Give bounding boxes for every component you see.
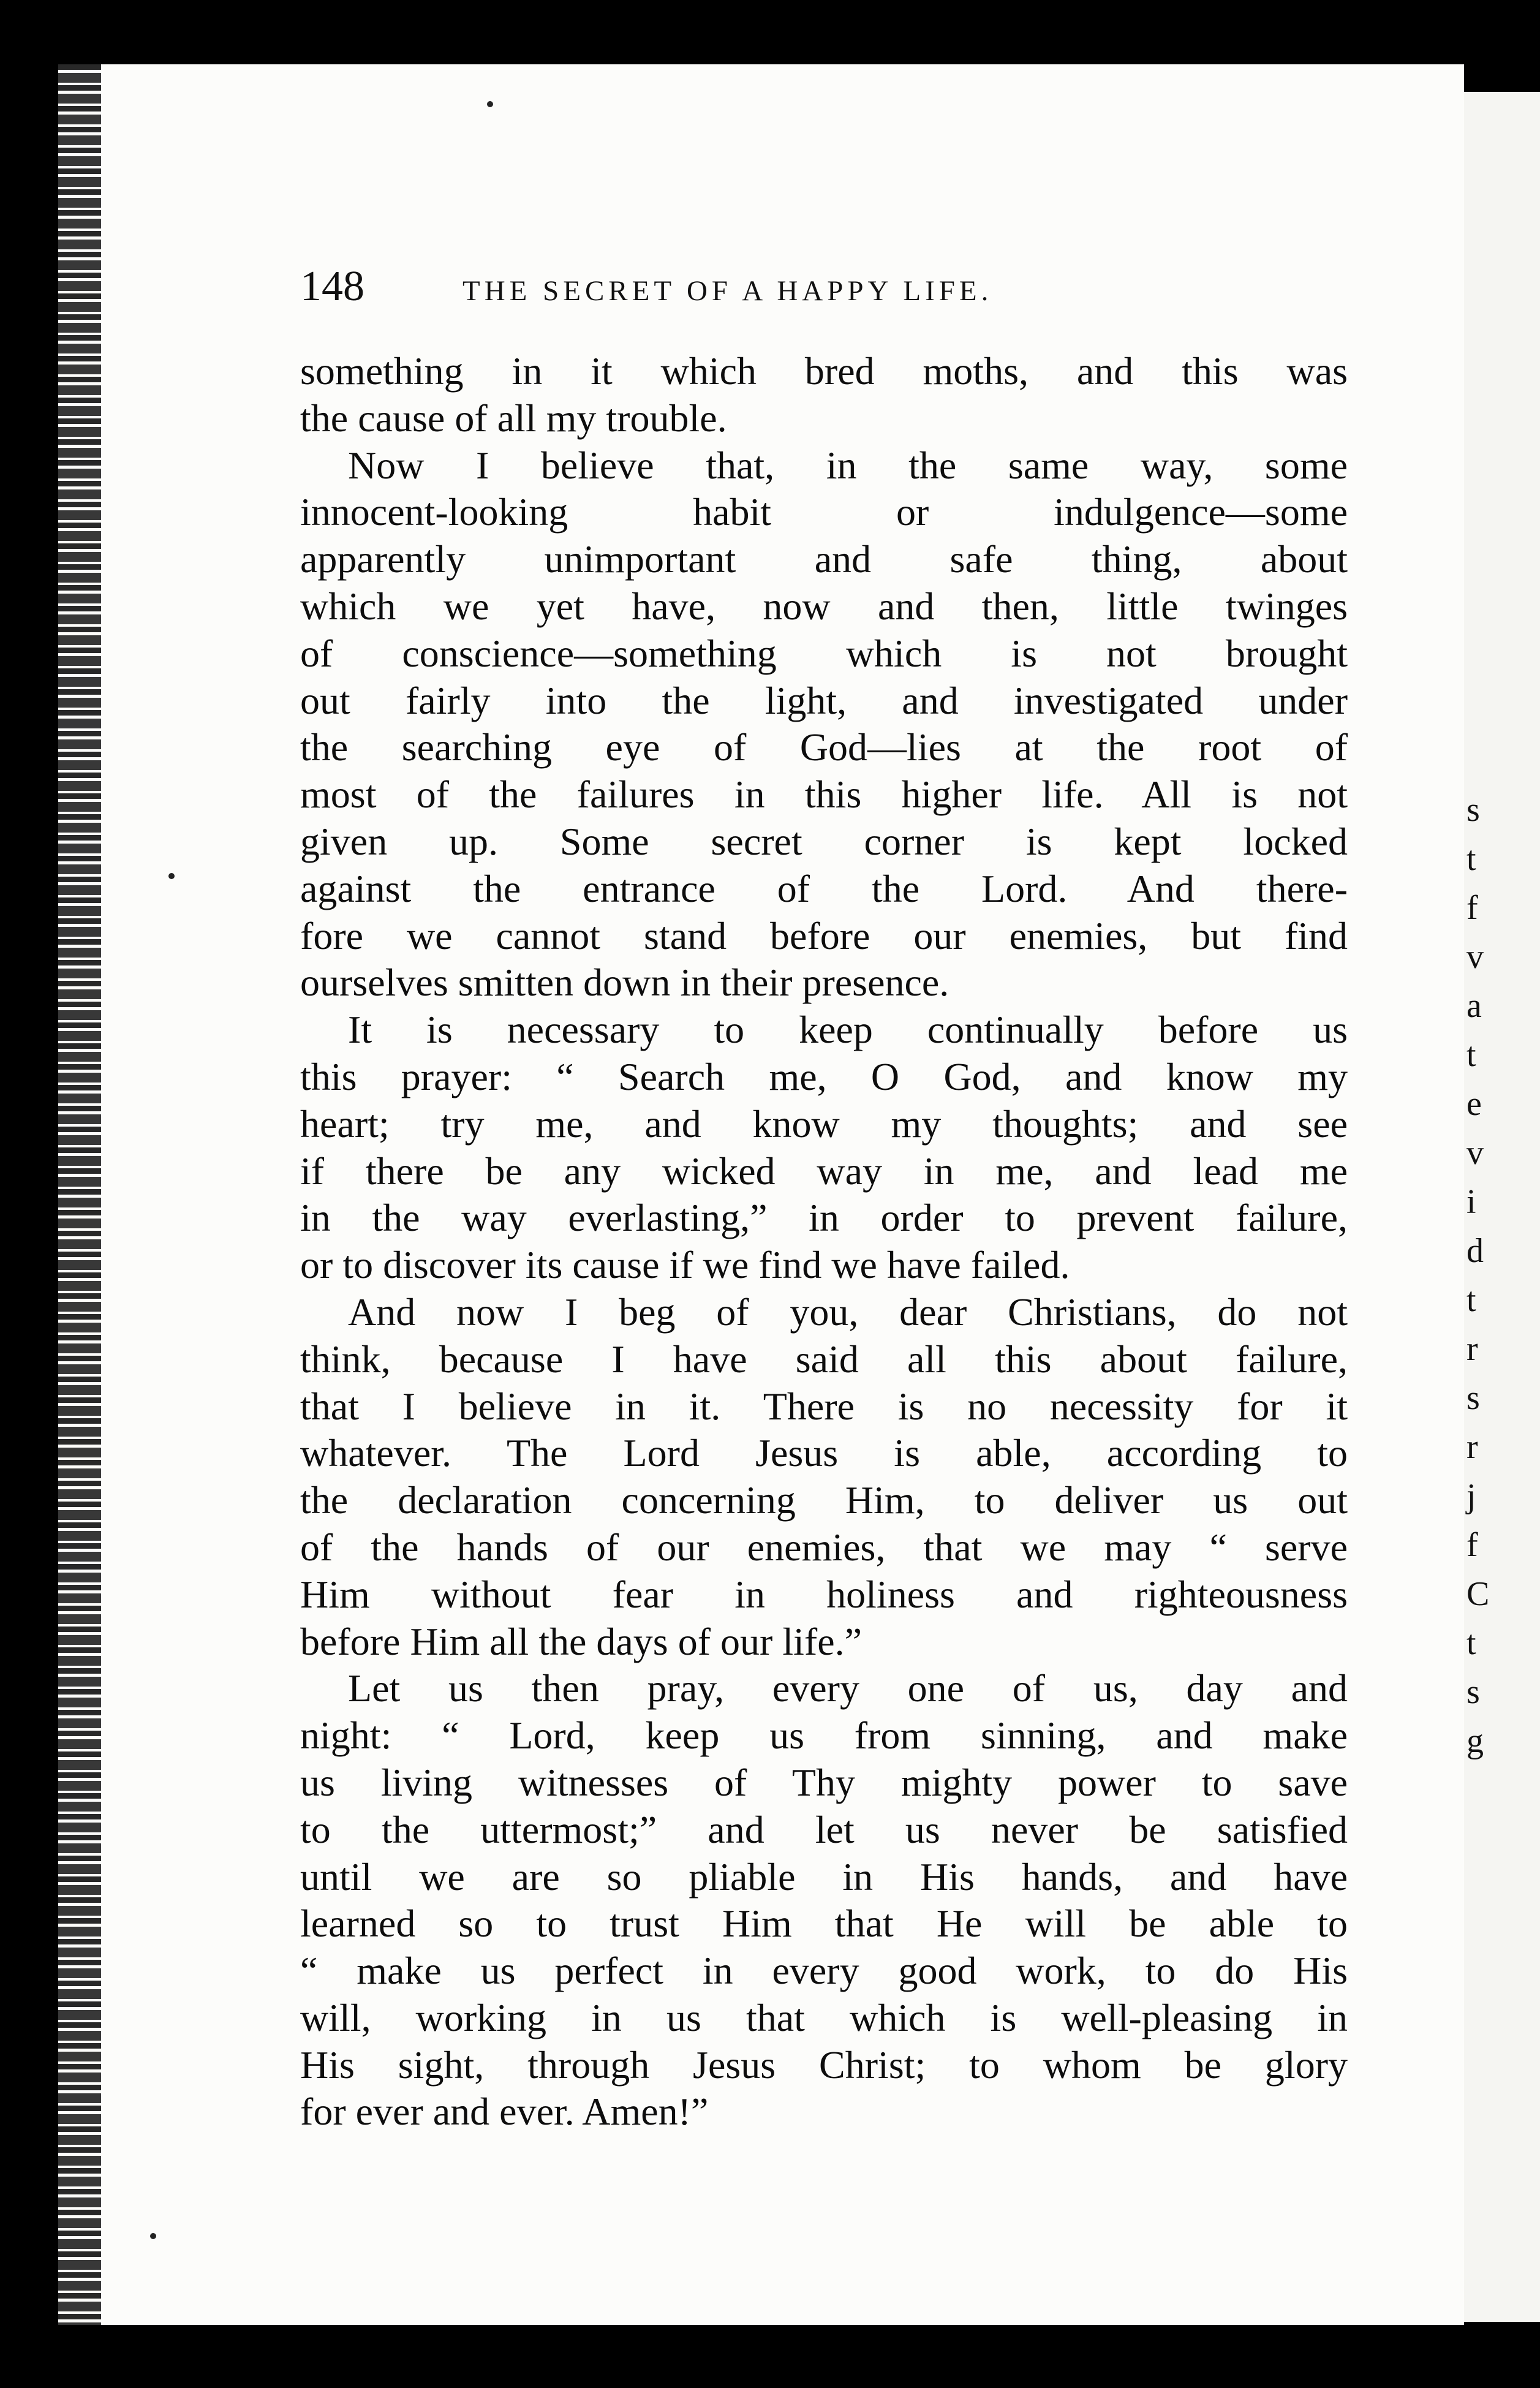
running-title: THE SECRET OF A HAPPY LIFE.: [462, 275, 993, 307]
adjacent-page-fragment: r: [1466, 1330, 1478, 1368]
adjacent-page-fragment: a: [1466, 987, 1482, 1025]
text-line: if there be any wicked way in me, and lead me: [300, 1149, 1348, 1193]
adjacent-page-edge: [1458, 92, 1540, 2322]
adjacent-page-fragment: r: [1466, 1428, 1478, 1466]
adjacent-page-fragment: j: [1466, 1477, 1476, 1515]
text-line: learned so to trust Him that He will be able to: [300, 1902, 1348, 1946]
adjacent-page-fragment: t: [1466, 1281, 1476, 1319]
text-line: will, working in us that which is well-pleasing in: [300, 1995, 1348, 2039]
text-line: until we are so pliable in His hands, and have: [300, 1854, 1348, 1899]
adjacent-page-fragment: i: [1466, 1183, 1476, 1221]
adjacent-page-fragment: e: [1466, 1085, 1482, 1123]
text-line: His sight, through Jesus Christ; to whom be glory: [300, 2042, 1348, 2087]
text-line: the cause of all my trouble.: [300, 396, 727, 440]
text-line: the searching eye of God—lies at the root of: [300, 725, 1348, 769]
page-header: [300, 262, 1354, 311]
text-line: heart; try me, and know my thoughts; and see: [300, 1101, 1348, 1146]
text-line: apparently unimportant and safe thing, about: [300, 537, 1348, 581]
text-line: “ make us perfect in every good work, to do His: [300, 1949, 1348, 1993]
text-line: something in it which bred moths, and this was: [300, 349, 1348, 393]
text-line: Him without fear in holiness and righteousness: [300, 1572, 1348, 1616]
text-line: And now I beg of you, dear Christians, do not: [348, 1290, 1348, 1334]
print-speck: [487, 101, 493, 107]
adjacent-page-fragment: t: [1466, 840, 1476, 878]
adjacent-page-fragment: t: [1466, 1624, 1476, 1662]
page-number: 148: [300, 263, 364, 310]
text-line: fore we cannot stand before our enemies, but find: [300, 913, 1348, 958]
text-line: that I believe in it. There is no necessity for it: [300, 1384, 1348, 1428]
text-line: for ever and ever. Amen!”: [300, 2090, 709, 2134]
adjacent-page-fragment: C: [1466, 1575, 1490, 1613]
adjacent-page-fragment: t: [1466, 1036, 1476, 1074]
text-line: of the hands of our enemies, that we may “ serve: [300, 1525, 1348, 1569]
text-line: this prayer: “ Search me, O God, and know my: [300, 1054, 1348, 1098]
text-line: night: “ Lord, keep us from sinning, and make: [300, 1714, 1348, 1758]
adjacent-page-fragment: f: [1466, 1526, 1478, 1564]
adjacent-page-fragment: s: [1466, 791, 1480, 829]
adjacent-page-fragment: g: [1466, 1722, 1484, 1760]
text-line: against the entrance of the Lord. And there-: [300, 866, 1348, 910]
text-line: think, because I have said all this about failure,: [300, 1337, 1348, 1381]
adjacent-page-fragment: d: [1466, 1232, 1484, 1270]
text-line: the declaration concerning Him, to deliver us out: [300, 1478, 1348, 1522]
adjacent-page-fragment: v: [1466, 938, 1484, 976]
text-line: or to discover its cause if we find we have failed.: [300, 1243, 1070, 1287]
print-speck: [150, 2233, 156, 2239]
adjacent-page-fragment: s: [1466, 1379, 1480, 1417]
print-speck: [168, 873, 175, 879]
text-line: It is necessary to keep continually before us: [348, 1008, 1348, 1052]
text-line: which we yet have, now and then, little twinges: [300, 584, 1348, 628]
text-line: us living witnesses of Thy mighty power to save: [300, 1760, 1348, 1804]
text-line: innocent-looking habit or indulgence—some: [300, 490, 1348, 534]
body-text: [300, 348, 1348, 2136]
text-line: Let us then pray, every one of us, day and: [348, 1666, 1348, 1710]
text-line: before Him all the days of our life.”: [300, 1619, 862, 1663]
page-binding-edge: [58, 64, 101, 2325]
text-line: in the way everlasting,” in order to prevent failure,: [300, 1196, 1348, 1240]
adjacent-page-fragment: v: [1466, 1134, 1484, 1172]
text-line: Now I believe that, in the same way, some: [348, 443, 1348, 487]
text-line: most of the failures in this higher life. All is not: [300, 773, 1348, 817]
text-line: out fairly into the light, and investigated under: [300, 678, 1348, 722]
adjacent-page-fragment: s: [1466, 1673, 1480, 1711]
text-line: given up. Some secret corner is kept locked: [300, 819, 1348, 863]
adjacent-page-fragment: f: [1466, 889, 1478, 927]
text-line: to the uttermost;” and let us never be satisfied: [300, 1807, 1348, 1851]
text-line: whatever. The Lord Jesus is able, according to: [300, 1431, 1348, 1475]
text-line: of conscience—something which is not brought: [300, 631, 1348, 675]
text-line: ourselves smitten down in their presence.: [300, 961, 949, 1005]
